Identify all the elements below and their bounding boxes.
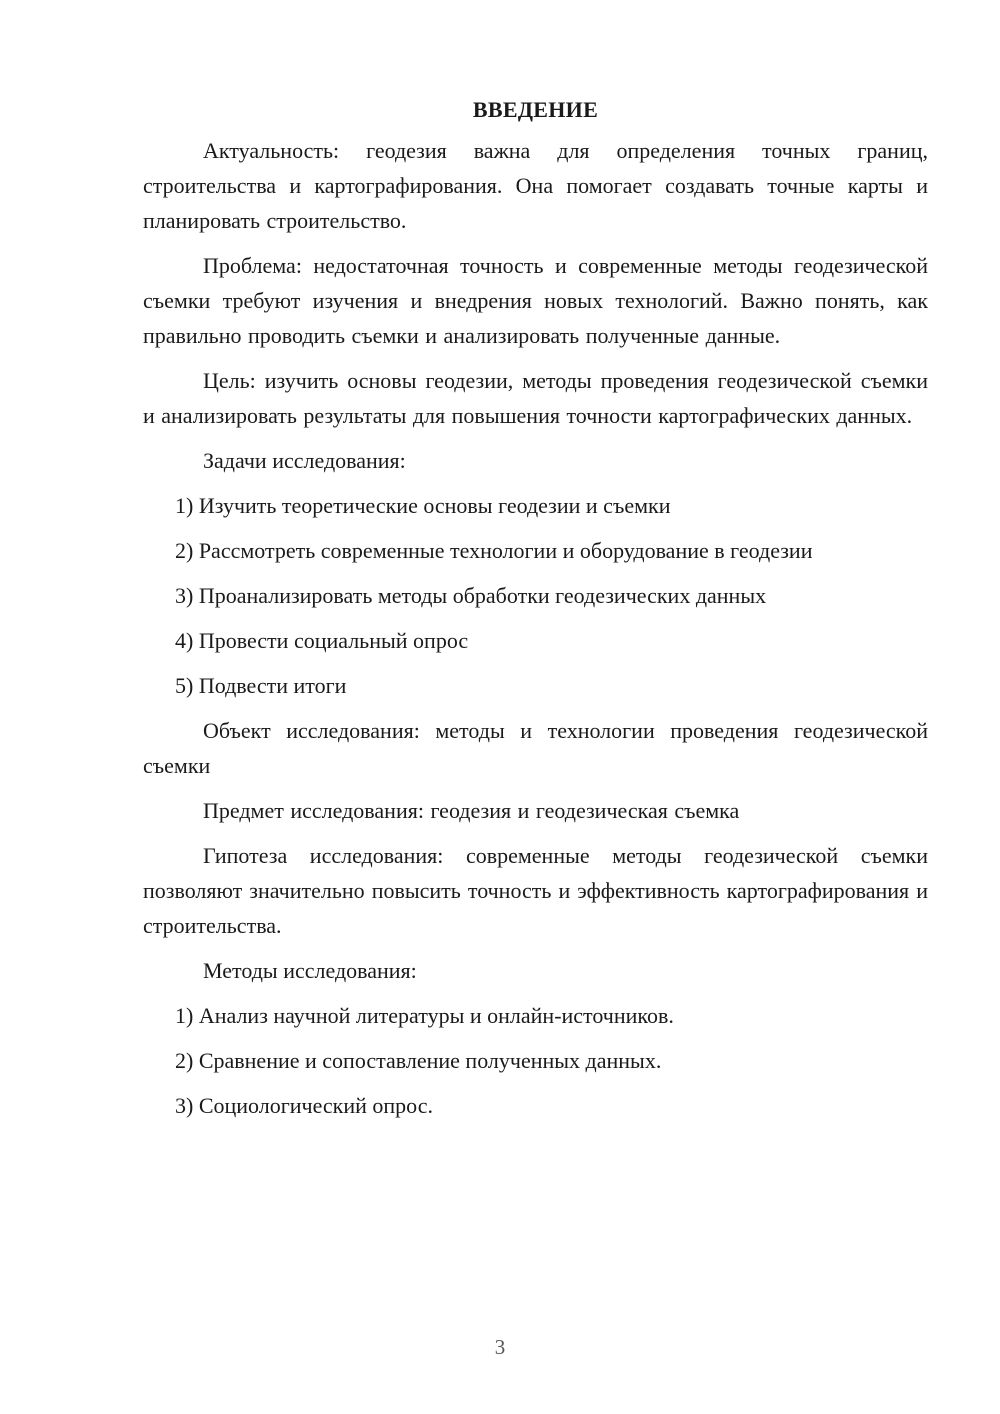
page-number: 3 <box>494 1335 506 1359</box>
task-item: 2) Рассмотреть современные технологии и оборудование в геодезии <box>175 538 813 563</box>
tasks-list <box>143 488 928 703</box>
method-item: 1) Анализ научной литературы и онлайн-источников. <box>175 1003 674 1028</box>
task-item: 5) Подвести итоги <box>175 673 347 698</box>
task-item: 4) Провести социальный опрос <box>175 628 469 653</box>
relevance-paragraph: Актуальность: геодезия важна для определения точных границ, строительства и картографирования. Она помогает создавать точные карты и планировать строительство. <box>143 138 928 233</box>
methods-heading: Методы исследования: <box>203 958 417 983</box>
method-item: 2) Сравнение и сопоставление полученных данных. <box>175 1048 662 1073</box>
task-item: 3) Проанализировать методы обработки геодезических данных <box>175 583 767 608</box>
methods-list <box>143 998 928 1123</box>
method-item: 3) Социологический опрос. <box>175 1093 433 1118</box>
subject-paragraph: Предмет исследования: геодезия и геодезическая съемка <box>203 798 740 823</box>
object-paragraph: Объект исследования: методы и технологии проведения геодезической съемки <box>143 718 928 778</box>
tasks-heading: Задачи исследования: <box>203 448 406 473</box>
problem-paragraph: Проблема: недостаточная точность и современные методы геодезической съемки требуют изучения и внедрения новых технологий. Важно понять, как правильно проводить съемки и анализировать полученные данные. <box>143 253 928 348</box>
task-item: 1) Изучить теоретические основы геодезии и съемки <box>175 493 671 518</box>
page-title: ВВЕДЕНИЕ <box>472 97 599 122</box>
hypothesis-paragraph: Гипотеза исследования: современные методы геодезической съемки позволяют значительно повысить точность и эффективность картографирования и строительства. <box>143 843 928 938</box>
page-content <box>143 93 928 1133</box>
goal-paragraph: Цель: изучить основы геодезии, методы проведения геодезической съемки и анализировать результаты для повышения точности картографических данных. <box>143 368 928 428</box>
